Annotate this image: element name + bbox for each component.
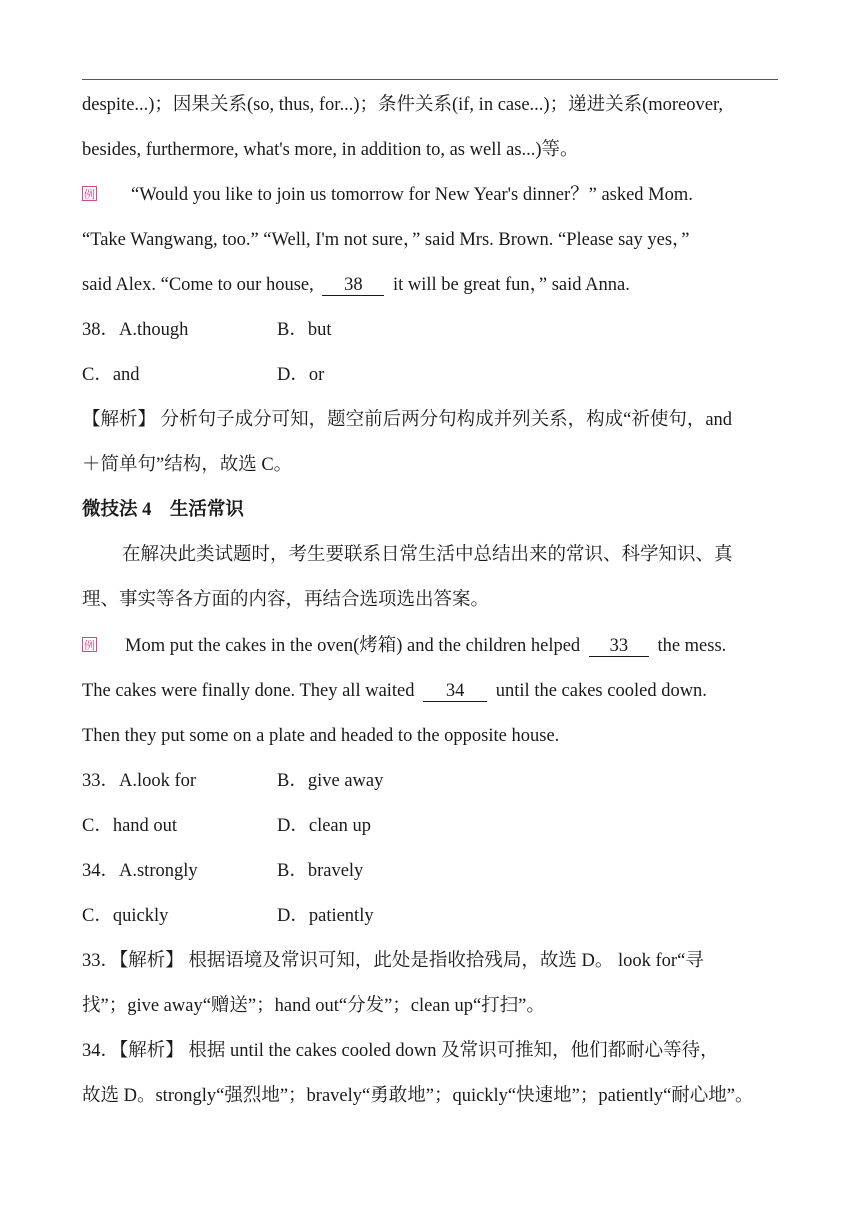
- example-2-line-3: Then they put some on a plate and headed to the opposite house.: [82, 726, 560, 746]
- example-2-text-2-pre: The cakes were finally done. They all waited: [82, 681, 415, 701]
- q34-option-a: 34．A.strongly: [82, 861, 198, 881]
- analysis-38-line-2: ＋简单句”结构，故选 C。: [82, 455, 293, 475]
- example-tag: 例: [84, 188, 95, 201]
- blank-38: 38: [322, 275, 384, 296]
- q34-option-c: C．quickly: [82, 906, 169, 926]
- q38-option-b: B．but: [277, 320, 332, 340]
- example-2-line-1: [82, 634, 726, 658]
- analysis-34-line-1: 34．【解析】 根据 until the cakes cooled down 及常识可推知，他们都耐心等待，: [82, 1041, 719, 1061]
- example-2-line-2: [82, 679, 707, 703]
- intro-line-2: besides, furthermore, what's more, in addition to, as well as...)等。: [82, 140, 579, 160]
- q33-option-d: D．clean up: [277, 816, 372, 836]
- section-4-heading: 微技法 4 生活常识: [82, 500, 244, 520]
- q38-option-a: 38．A.though: [82, 320, 189, 340]
- example-1-text-3-post: it will be great fun，” said Anna.: [392, 275, 630, 295]
- q38-option-c: C．and: [82, 365, 140, 385]
- analysis-38-line-1: 【解析】 分析句子成分可知，题空前后两分句构成并列关系，构成“祈使句，and: [82, 410, 733, 430]
- example-1-line-3: [82, 273, 630, 297]
- q33-option-a: 33．A.look for: [82, 771, 197, 791]
- top-rule: [82, 79, 778, 80]
- blank-34: 34: [423, 681, 487, 702]
- example-1-line-2: “Take Wangwang, too.” “Well, I'm not sure，” said Mrs. Brown. “Please say yes，”: [82, 230, 690, 250]
- example-1-line-1: [82, 183, 693, 207]
- example-tag-2: 例: [84, 639, 95, 652]
- example-1-text-1: “Would you like to join us tomorrow for New Year's dinner？” asked Mom.: [131, 185, 693, 205]
- blank-33: 33: [589, 636, 649, 657]
- section-4-para-1: 在解决此类试题时，考生要联系日常生活中总结出来的常识、科学知识、真: [122, 545, 733, 565]
- q34-option-b: B．bravely: [277, 861, 364, 881]
- intro-line-1: despite...)；因果关系(so, thus, for...)；条件关系(if, in case...)；递进关系(moreover,: [82, 95, 723, 115]
- analysis-33-line-1: 33．【解析】 根据语境及常识可知，此处是指收拾残局，故选 D。 look for“寻: [82, 951, 704, 971]
- example-1-text-3-pre: said Alex. “Come to our house,: [82, 275, 314, 295]
- q34-option-d: D．patiently: [277, 906, 374, 926]
- analysis-33-line-2: 找”；give away“赠送”；hand out“分发”；clean up“打扫”。: [82, 996, 545, 1016]
- q38-option-d: D．or: [277, 365, 325, 385]
- q33-option-b: B．give away: [277, 771, 384, 791]
- analysis-34-line-2: 故选 D。strongly“强烈地”；bravely“勇敢地”；quickly“快速地”；patiently“耐心地”。: [82, 1086, 754, 1106]
- example-2-text-1-pre: Mom put the cakes in the oven(烤箱) and the children helped: [125, 636, 581, 656]
- section-4-para-2: 理、事实等各方面的内容，再结合选项选出答案。: [82, 590, 490, 610]
- example-2-text-2-post: until the cakes cooled down.: [495, 681, 707, 701]
- example-2-text-1-post: the mess.: [657, 636, 727, 656]
- q33-option-c: C．hand out: [82, 816, 178, 836]
